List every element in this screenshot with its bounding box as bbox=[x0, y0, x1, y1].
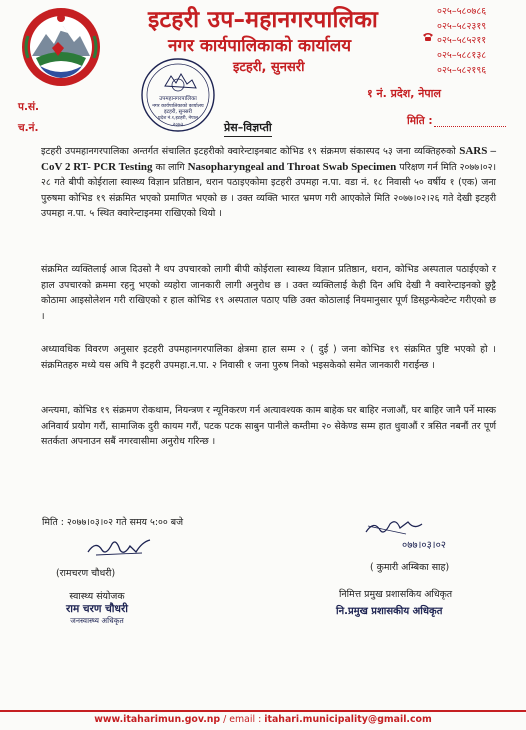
phone-number: ०२५–५८५२११ bbox=[437, 35, 487, 47]
telephone-icon bbox=[422, 32, 434, 42]
phone-number: ०२५–५८८१३८ bbox=[437, 50, 487, 62]
left-stamp-name: राम चरण चौधरी bbox=[65, 603, 129, 615]
p4-text: अन्त्यमा, कोभिड १९ संक्रमण रोकथाम, नियन्त्रण र न्यूनिकरण गर्न अत्यावश्यक काम बाहेक घर बाहिर नजाऔं, घर बाहिर जानै पर्ने मास्क अनिवार्य प्रयोग गरौं, सामाजिक दुरी कायम गरौं, पटक पटक साबुन पानीले कम्तीमा २० सेकेण्ड सम्म हात धुवाऔं र त्रसित नबनौं तर पूर्ण सतर्कता अपनाउन सबैं नगरवासीमा अनुरोध गरिन्छ । bbox=[41, 405, 496, 447]
paragraph-3 bbox=[41, 342, 496, 373]
left-stamp-role: जनस्वास्थ्य अधिकृत bbox=[70, 616, 124, 625]
date-label: मिति : bbox=[407, 115, 433, 127]
seal-line: इटहरी, सुनसरी bbox=[163, 109, 193, 115]
left-signatory-name: (रामचरण चौधरी) bbox=[56, 568, 116, 579]
seal-line: २०७३ bbox=[172, 122, 184, 128]
seal-line: उपमहानगरपालिका bbox=[159, 96, 197, 102]
date-field-line bbox=[434, 126, 506, 127]
footer-separator: / email : bbox=[220, 714, 265, 725]
right-signature-scribble bbox=[362, 518, 448, 552]
municipality-title: इटहरी उप–महानगरपालिका bbox=[148, 7, 379, 33]
ps-label: प.सं. bbox=[18, 101, 40, 113]
right-signatory-role: निमित्त प्रमुख प्रशासकिय अधिकृत bbox=[339, 589, 453, 600]
nepal-emblem-logo bbox=[18, 6, 104, 88]
p1-text-c: का लागि bbox=[152, 161, 188, 173]
right-signature-date: ०७७।०३।०२ bbox=[402, 540, 446, 551]
issue-datetime: मिति : २०७७।०३।०२ गते समय ५:०० बजे bbox=[42, 517, 184, 528]
province-label: १ नं. प्रदेश, नेपाल bbox=[367, 87, 441, 100]
left-signatory-stamp bbox=[52, 591, 142, 627]
phone-number: ०२५–५८२३१९ bbox=[437, 20, 487, 32]
document-title: प्रेस–विज्ञप्ती bbox=[224, 120, 272, 137]
office-seal-stamp bbox=[138, 56, 218, 134]
seal-line: नगर कार्यपालिकाको कार्यालय bbox=[152, 104, 204, 109]
office-location: इटहरी, सुनसरी bbox=[233, 60, 305, 75]
p1-specimen-name: Nasopharyngeal and Throat Swab Specimen bbox=[187, 160, 397, 173]
phone-number: ०२५–५८०७८६ bbox=[437, 6, 487, 17]
cn-label: च.नं. bbox=[18, 122, 39, 134]
footer-website-link[interactable]: www.itaharimun.gov.np bbox=[94, 714, 221, 725]
left-signatory-role: स्वास्थ्य संयोजक bbox=[69, 591, 125, 602]
paragraph-2 bbox=[41, 262, 496, 324]
p1-test-name: SARS –CoV 2 RT- PCR Testing bbox=[41, 145, 497, 173]
p1-text-a: इटहरी उपमहानगरपालिका अन्तर्गत संचालित इटहरीको क्वारेन्टाइनबाट कोभिड १९ संक्रमण संकास्पद ५३ जना व्यक्तिहरुको bbox=[41, 146, 460, 157]
seal-line: प्रदेश नं.१,इटहरी, नेपाल bbox=[158, 116, 198, 121]
footer-divider bbox=[0, 710, 526, 712]
phone-numbers bbox=[437, 5, 523, 79]
footer-contact bbox=[0, 714, 526, 725]
right-signatory-name: ( कुमारी अम्बिका साह) bbox=[370, 562, 450, 573]
paragraph-4 bbox=[41, 403, 496, 450]
paragraph-1 bbox=[41, 144, 496, 222]
left-signature-scribble bbox=[86, 536, 152, 558]
p1-text-e: परिक्षण गर्न मिति २०७७।०२।२८ गते बीपी कोईराला स्वास्थ्य विज्ञान प्रतिष्ठान, धरान पठाइएकोमा इटहरी उपमहा न.पा. वडा नं. १८ निवासी ५० वर्षीय १ (एक) जना पुरुषमा कोभिड १९ संक्रमित भएको प्रमाणित भएको छ । उक्त व्यक्ति भारत भ्रमण गरी आएकोले मिति २०७७।०२।२६ गते देखी इटहरी उपमहा न.पा. ५ स्थित क्वारेन्टाइनमा राखिएको थियो । bbox=[41, 161, 496, 219]
p2-text: संक्रमित व्यक्तिलाई आज दिउसो नै थप उपचारको लागी बीपी कोईराला स्वास्थ्य विज्ञान प्रतिष्ठान, धरान, कोभिड अस्पताल पठाईएको र हाल उपचारको क्रममा रहनु भएको व्यहोरा जानकारी लागी अनुरोध छ । उक्त व्यक्तिलाई केही दिन अघि देखी नै क्वारेन्टाइनको छुट्टै कोठामा आइसोलेशन गरी राखिएको र हाल कोभिड १९ अस्पताल पठाए पछि उक्त कोठालाई नियमानुसार पूर्ण डिस्इन्फेक्टेन्ट गरीएको छ । bbox=[41, 264, 496, 322]
p3-text: अध्यावधिक विवरण अनुसार इटहरी उपमहानगरपालिका क्षेत्रमा हाल सम्म २ ( दुई ) जना कोभिड १९ संक्रमित पुष्टि भएको हो । संक्रमितहरु मध्ये यस अघि नै इटहरी उपमहा.न.पा. २ निवासी १ जना पुरुष निको भइसकेको समेत जानकारी गराईन्छ । bbox=[41, 344, 496, 371]
phone-number: ०२५–५८२१९६ bbox=[437, 64, 487, 76]
footer-email-link[interactable]: itahari.municipality@gmail.com bbox=[264, 714, 432, 725]
office-subtitle: नगर कार्यपालिकाको कार्यालय bbox=[168, 36, 352, 56]
right-signatory-stamp: नि.प्रमुख प्रशासकीय अधिकृत bbox=[336, 606, 443, 617]
